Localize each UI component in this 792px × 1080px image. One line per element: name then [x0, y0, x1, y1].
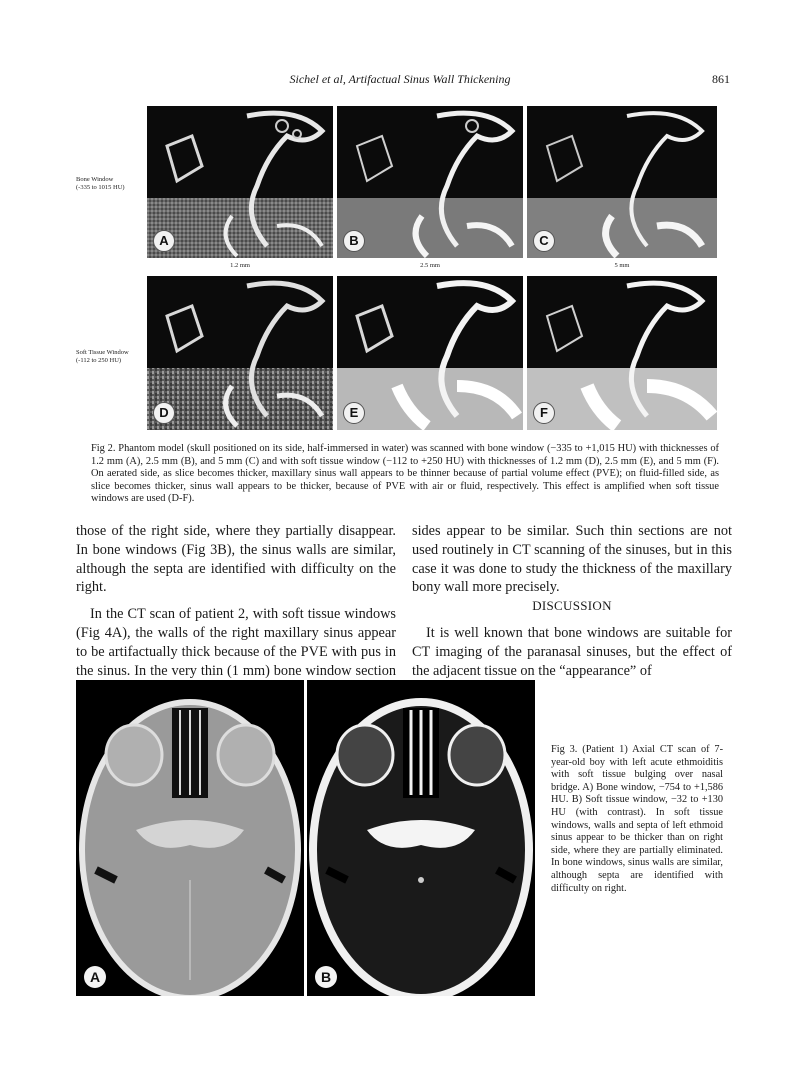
body-paragraph: those of the right side, where they partially disappear. In bone windows (Fig 3B), the sinus walls are similar, although the septa are identified with difficulty on the right. — [76, 523, 396, 596]
fig2-panel-badge: A — [153, 230, 175, 252]
fig2-panel-d — [147, 276, 333, 430]
fig2-panel-badge: E — [343, 402, 365, 424]
thickness-label: 1.2 mm — [230, 262, 250, 269]
fig3-panel-b-image — [307, 680, 535, 996]
running-title: Sichel et al, Artifactual Sinus Wall Thickening — [289, 72, 511, 86]
discussion-heading: DISCUSSION — [532, 598, 612, 613]
figure3-caption: Fig 3. (Patient 1) Axial CT scan of 7-year-old boy with left acute ethmoiditis with soft tissue bulging over nasal bridge. A) Bone window, −754 to +1,586 HU. B) Soft tissue window, −32 to +130 HU (with contrast). In soft tissue windows, walls and septa of left ethmoid sinus appear to be thicker than on right side, where they are partially eliminated. In bone windows, sinus walls are similar, although septa are identified with difficulty on right. — [551, 744, 723, 894]
fig2-panel-a-image — [147, 106, 333, 258]
body-left-column — [76, 522, 396, 699]
fig2-panel-badge: D — [153, 402, 175, 424]
body-paragraph: In the CT scan of patient 2, with soft tissue windows (Fig 4A), the walls of the right maxillary sinus appear to be artifactually thick because of the PVE with pus in the sinus. In the very thin (1 mm) bone window section — [76, 606, 396, 679]
fig2-panel-badge: F — [533, 402, 555, 424]
bone-window-label-line1: Bone Window — [76, 176, 114, 183]
fig2-panel-a — [147, 106, 333, 258]
bone-window-label — [76, 176, 125, 192]
fig2-panel-c — [527, 106, 717, 258]
fig2-panel-badge: C — [533, 230, 555, 252]
soft-tissue-window-label — [76, 349, 129, 365]
discussion-paragraph-block — [412, 624, 732, 680]
fig3-panel-badge: B — [315, 966, 337, 988]
fig2-panel-e — [337, 276, 523, 430]
fig3-panel-b — [307, 680, 535, 996]
body-paragraph: sides appear to be similar. Such thin sections are not used routinely in CT scanning of the sinuses, but in this case it was done to study the thickness of the maxillary bony wall more precisely. — [412, 523, 732, 596]
bone-window-label-line2: (-335 to 1015 HU) — [76, 184, 125, 191]
thickness-label: 2.5 mm — [420, 262, 440, 269]
fig2-panel-e-image — [337, 276, 523, 430]
fig2-panel-badge: B — [343, 230, 365, 252]
soft-tissue-window-label-line2: (-112 to 250 HU) — [76, 357, 122, 364]
fig2-panel-c-image — [527, 106, 717, 258]
thickness-label: 5 mm — [614, 262, 630, 269]
fig2-panel-b-image — [337, 106, 523, 258]
fig2-panel-b — [337, 106, 523, 258]
body-right-column — [412, 522, 732, 597]
figure2-caption: Fig 2. Phantom model (skull positioned on its side, half-immersed in water) was scanned with bone window (−335 to +1,015 HU) with thicknesses of 1.2 mm (A), 2.5 mm (B), and 5 mm (C) and with soft tissue window (−112 to +250 HU) with thicknesses of 1.2 mm (D), 2.5 mm (E), and 5 mm (F). On aerated side, as slice becomes thicker, maxillary sinus wall appears to be thinner because of partial volume effect (PVE); on fluid-filled side, as slice becomes thicker, sinus wall appears to be thicker, because of PVE with air or fluid, respectively. This effect is amplified when soft tissue windows are used (D-F). — [91, 443, 719, 505]
fig2-panel-f-image — [527, 276, 717, 430]
fig3-panel-a — [76, 680, 304, 996]
page-number: 861 — [712, 72, 730, 86]
discussion-paragraph: It is well known that bone windows are suitable for CT imaging of the paranasal sinuses, but the effect of the adjacent tissue on the “appearance” of — [412, 625, 732, 679]
fig2-panel-d-image — [147, 276, 333, 430]
soft-tissue-window-label-line1: Soft Tissue Window — [76, 349, 129, 356]
fig3-panel-a-image — [76, 680, 304, 996]
fig3-panel-badge: A — [84, 966, 106, 988]
fig2-panel-f — [527, 276, 717, 430]
